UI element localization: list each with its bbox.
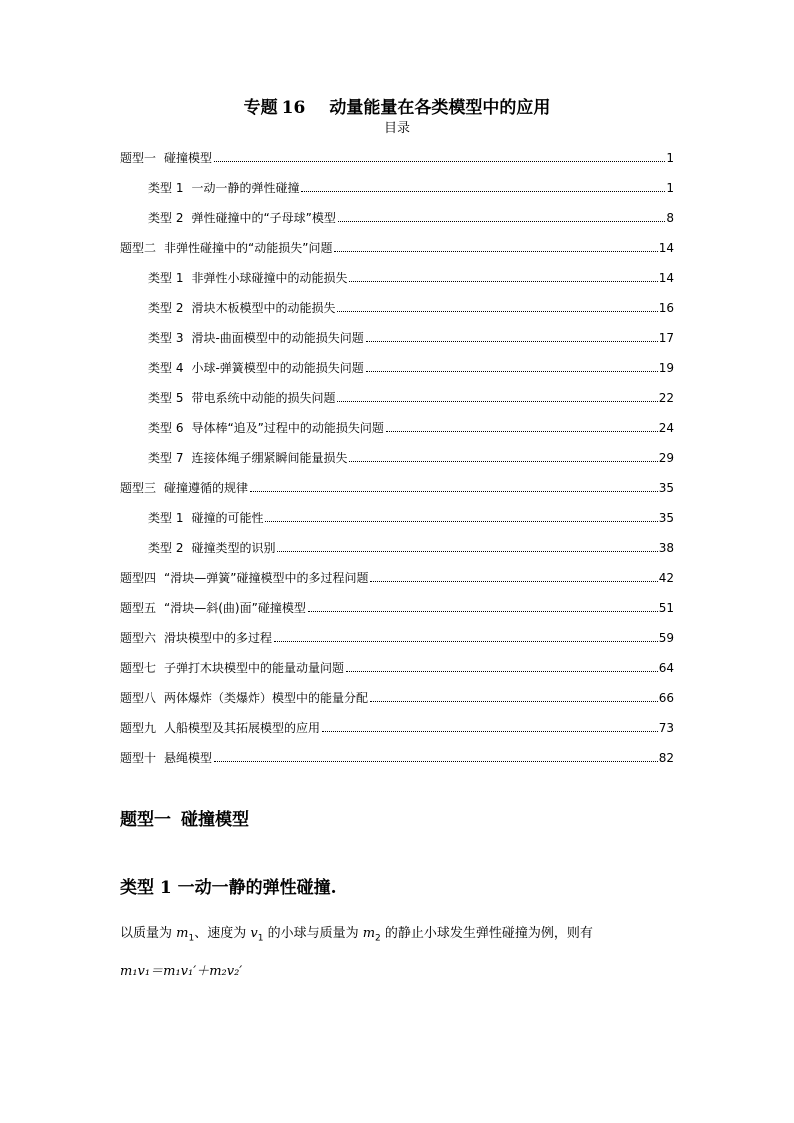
toc-page-number: 17 (658, 331, 674, 345)
toc-entry-prefix: 类型 2 (148, 301, 184, 315)
toc-entry[interactable] (120, 256, 674, 286)
toc-entry-prefix: 类型 6 (148, 421, 184, 435)
toc-page-number: 42 (658, 571, 674, 585)
title-text: 动量能量在各类模型中的应用 (329, 98, 551, 118)
toc-entry[interactable] (120, 676, 674, 706)
toc-entry-label (120, 750, 212, 766)
toc-entry[interactable] (120, 346, 674, 376)
toc-dot-leader (337, 311, 657, 312)
toc-dot-leader (214, 161, 665, 162)
toc-entry-label (148, 390, 335, 406)
toc-dot-leader (277, 551, 657, 552)
toc-entry[interactable] (120, 286, 674, 316)
formula-plus: ＋ (196, 964, 210, 979)
toc-entry-label (148, 420, 384, 436)
toc-entry-title: 一动一静的弹性碰撞 (191, 181, 300, 195)
toc-page-number: 82 (658, 751, 674, 765)
toc-page-number: 24 (658, 421, 674, 435)
math-m1: m (176, 926, 189, 941)
paragraph-text: 、速度为 (194, 926, 251, 941)
toc-entry-prefix: 题型六 (120, 631, 157, 645)
toc-entry-prefix: 题型三 (120, 481, 157, 495)
momentum-formula (120, 962, 242, 982)
math-sub: 1 (257, 933, 264, 944)
math-m2: m (362, 926, 376, 941)
toc-entry-title: 小球-弹簧模型中的动能损失问题 (191, 361, 364, 375)
section-prefix: 题型一 (120, 810, 171, 830)
toc-entry-label (148, 330, 364, 346)
toc-entry-title: 两体爆炸（类爆炸）模型中的能量分配 (164, 691, 369, 705)
toc-entry-title: 人船模型及其拓展模型的应用 (164, 721, 321, 735)
toc-page-number: 35 (658, 511, 674, 525)
toc-page-number: 1 (666, 181, 674, 195)
formula-lhs: m₁v₁ (120, 964, 151, 979)
toc-entry-prefix: 类型 3 (148, 331, 184, 345)
subsection-heading: 类型 1 一动一静的弹性碰撞. (120, 878, 337, 898)
toc-entry-label (120, 690, 368, 706)
toc-page-number: 29 (658, 451, 674, 465)
toc-entry-prefix: 类型 7 (148, 451, 184, 465)
toc-entry[interactable] (120, 376, 674, 406)
toc-entry-title: 非弹性小球碰撞中的动能损失 (191, 271, 348, 285)
toc-entry-prefix: 题型四 (120, 571, 157, 585)
toc-entry-prefix: 题型九 (120, 721, 157, 735)
toc-entry-title: 带电系统中动能的损失问题 (191, 391, 336, 405)
toc-entry[interactable] (120, 706, 674, 736)
toc-dot-leader (322, 731, 658, 732)
toc-entry[interactable] (120, 616, 674, 646)
section-title: 碰撞模型 (181, 810, 249, 830)
toc-entry-prefix: 题型十 (120, 751, 157, 765)
toc-entry-title: 碰撞的可能性 (191, 511, 264, 525)
toc-dot-leader (366, 341, 658, 342)
toc-entry[interactable] (120, 466, 674, 496)
toc-entry-prefix: 类型 2 (148, 541, 184, 555)
toc-heading: 目录 (383, 121, 410, 136)
formula-term: m₂v₂′ (209, 964, 243, 979)
toc-page-number: 19 (658, 361, 674, 375)
toc-dot-leader (370, 581, 657, 582)
toc-entry-prefix: 题型七 (120, 661, 157, 675)
toc-entry-prefix: 类型 1 (148, 511, 184, 525)
toc-dot-leader (386, 431, 658, 432)
toc-entry-title: 滑块模型中的多过程 (164, 631, 273, 645)
toc-entry-label (120, 150, 212, 166)
toc-dot-leader (214, 761, 658, 762)
toc-entry-label (148, 210, 336, 226)
toc-dot-leader (308, 611, 658, 612)
table-of-contents (120, 136, 674, 766)
toc-entry[interactable] (120, 166, 674, 196)
toc-entry-title: “滑块—弹簧”碰撞模型中的多过程问题 (164, 571, 369, 585)
toc-entry-title: 弹性碰撞中的“子母球”模型 (191, 211, 336, 225)
toc-entry-label (148, 450, 347, 466)
toc-entry-label (120, 570, 368, 586)
toc-entry[interactable] (120, 556, 674, 586)
paragraph-text: 的小球与质量为 (263, 926, 363, 941)
toc-dot-leader (250, 491, 658, 492)
toc-entry-title: 子弹打木块模型中的能量动量问题 (164, 661, 345, 675)
toc-entry-label (120, 630, 272, 646)
toc-entry-label (120, 480, 248, 496)
toc-entry-prefix: 类型 2 (148, 211, 184, 225)
toc-entry-title: 碰撞类型的识别 (191, 541, 276, 555)
toc-page-number: 14 (658, 271, 674, 285)
toc-page-number: 59 (658, 631, 674, 645)
toc-page-number: 64 (658, 661, 674, 675)
toc-entry-title: 连接体绳子绷紧瞬间能量损失 (191, 451, 348, 465)
section-heading (120, 808, 249, 832)
toc-dot-leader (274, 641, 658, 642)
toc-dot-leader (366, 371, 658, 372)
body-paragraph (120, 924, 593, 949)
toc-entry[interactable] (120, 436, 674, 466)
toc-dot-leader (349, 281, 657, 282)
toc-entry-prefix: 题型一 (120, 151, 157, 165)
toc-dot-leader (265, 521, 657, 522)
toc-entry-title: 非弹性碰撞中的“动能损失”问题 (164, 241, 333, 255)
toc-entry-prefix: 题型二 (120, 241, 157, 255)
toc-dot-leader (370, 701, 658, 702)
toc-entry[interactable] (120, 316, 674, 346)
toc-entry-title: 滑块-曲面模型中的动能损失问题 (191, 331, 364, 345)
toc-entry-prefix: 类型 1 (148, 271, 184, 285)
toc-entry-label (120, 660, 344, 676)
formula-equals: ＝ (150, 964, 164, 979)
toc-entry-prefix: 类型 1 (148, 181, 184, 195)
title-number: 16 (281, 98, 306, 118)
paragraph-text: 的静止小球发生弹性碰撞为例，则有 (380, 926, 593, 941)
toc-entry-label (120, 240, 332, 256)
toc-entry-prefix: 类型 5 (148, 391, 184, 405)
toc-entry-label (120, 720, 320, 736)
document-title (0, 96, 794, 120)
toc-dot-leader (301, 191, 665, 192)
toc-entry[interactable] (120, 196, 674, 226)
toc-entry-label (148, 270, 347, 286)
toc-entry-title: 导体棒“追及”过程中的动能损失问题 (191, 421, 384, 435)
toc-entry-label (148, 510, 263, 526)
toc-entry-label (148, 360, 364, 376)
toc-entry[interactable] (120, 496, 674, 526)
math-sub: 1 (188, 933, 195, 944)
toc-page-number: 35 (658, 481, 674, 495)
toc-entry-title: 悬绳模型 (164, 751, 213, 765)
toc-entry-title: 碰撞遵循的规律 (164, 481, 249, 495)
toc-page-number: 22 (658, 391, 674, 405)
toc-entry-label (120, 600, 306, 616)
toc-dot-leader (346, 671, 658, 672)
toc-dot-leader (337, 401, 657, 402)
toc-entry[interactable] (120, 736, 674, 766)
toc-page-number: 1 (666, 151, 674, 165)
toc-page-number: 16 (658, 301, 674, 315)
toc-entry[interactable] (120, 226, 674, 256)
toc-dot-leader (338, 221, 665, 222)
toc-page-number: 73 (658, 721, 674, 735)
toc-entry[interactable] (120, 646, 674, 676)
toc-entry-label (148, 180, 299, 196)
toc-entry-prefix: 题型五 (120, 601, 157, 615)
toc-entry-title: “滑块—斜(曲)面”碰撞模型 (164, 601, 306, 615)
toc-entry-label (148, 540, 275, 556)
toc-dot-leader (349, 461, 657, 462)
math-v1: v (250, 926, 258, 941)
toc-entry[interactable] (120, 586, 674, 616)
formula-term: m₁v₁′ (163, 964, 197, 979)
toc-entry-label (148, 300, 335, 316)
toc-page-number: 38 (658, 541, 674, 555)
toc-page-number: 14 (658, 241, 674, 255)
paragraph-text: 以质量为 (120, 926, 177, 941)
toc-entry-prefix: 题型八 (120, 691, 157, 705)
toc-page-number: 51 (658, 601, 674, 615)
toc-entry[interactable] (120, 406, 674, 436)
math-sub: 2 (375, 933, 381, 944)
toc-page-number: 66 (658, 691, 674, 705)
toc-entry-title: 滑块木板模型中的动能损失 (191, 301, 336, 315)
toc-entry-prefix: 类型 4 (148, 361, 184, 375)
toc-entry[interactable] (120, 136, 674, 166)
toc-page-number: 8 (666, 211, 674, 225)
title-prefix: 专题 (243, 98, 278, 118)
toc-dot-leader (334, 251, 657, 252)
toc-entry[interactable] (120, 526, 674, 556)
toc-entry-title: 碰撞模型 (164, 151, 213, 165)
